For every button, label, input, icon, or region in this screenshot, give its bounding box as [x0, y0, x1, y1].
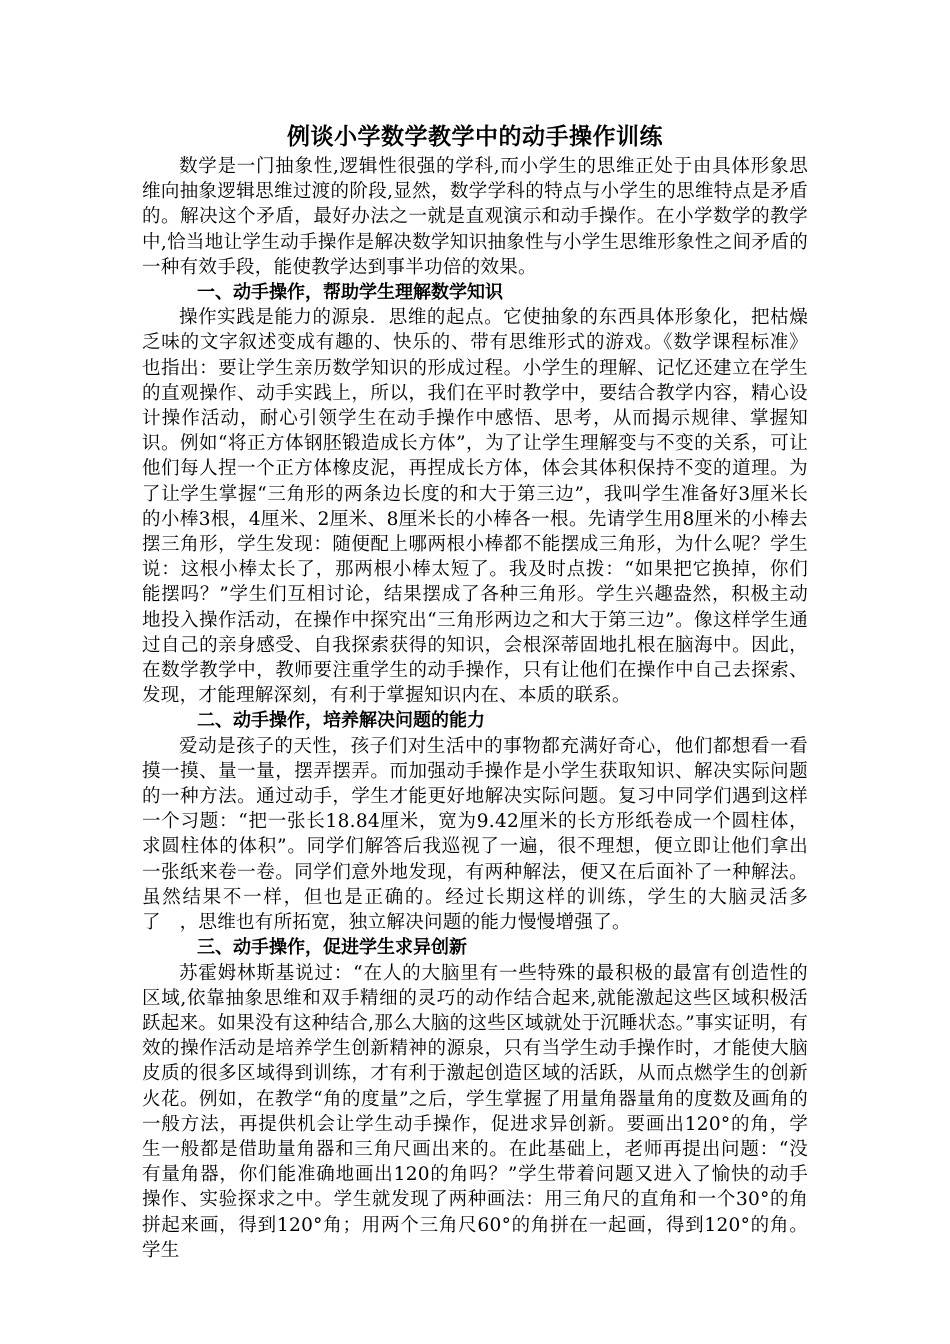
intro-paragraph: 数学是一门抽象性,逻辑性很强的学科,而小学生的思维正处于由具体形象思维向抽象逻辑思维过渡的阶段,显然，数学学科的特点与小学生的思维特点是矛盾的。解决这个矛盾，最好办法之一就是直观演示和动手操作。在小学数学的教学中,恰当地让学生动手操作是解决数学知识抽象性与小学生思维形象性之间矛盾的一种有效手段，能使教学达到事半功倍的效果。 — [142, 156, 808, 278]
section-1-heading: 一、动手操作，帮助学生理解数学知识 — [197, 282, 503, 304]
section-3-heading: 三、动手操作，促进学生求异创新 — [197, 937, 467, 959]
section-2-heading: 二、动手操作，培养解决问题的能力 — [197, 710, 485, 732]
document-page — [142, 118, 808, 1263]
section-2-paragraph: 爱动是孩子的天性，孩子们对生活中的事物都充满好奇心，他们都想看一看摸一摸、量一量，摆弄摆弄。而加强动手操作是小学生获取知识、解决实际问题的一种方法。通过动手，学生才能更好地解决实际问题。复习中同学们遇到这样一个习题：“把一张长18.84厘米，宽为9.42厘米的长方形纸卷成一个圆柱体，求圆柱体的体积”。同学们解答后我巡视了一遍，很不理想，便立即让他们拿出一张纸来卷一卷。同学们意外地发现，有两种解法，便又在后面补了一种解法。虽然结果不一样，但也是正确的。经过长期这样的训练，学生的大脑灵活多了 ，思维也有所拓宽，独立解决问题的能力慢慢增强了。 — [142, 735, 808, 934]
document-title: 例谈小学数学教学中的动手操作训练 — [287, 124, 663, 150]
section-3-paragraph: 苏霍姆林斯基说过：“在人的大脑里有一些特殊的最积极的最富有创造性的区域,依靠抽象思维和双手精细的灵巧的动作结合起来,就能激起这些区域积极活跃起来。如果没有这种结合,那么大脑的这些区域就处于沉睡状态。”事实证明，有效的操作活动是培养学生创新精神的源泉，只有当学生动手操作时，才能使大脑皮质的很多区域得到训练，才有利于激起创造区域的活跃，从而点燃学生的创新火花。例如，在教学“角的度量”之后，学生掌握了用量角器量角的度数及画角的一般方法，再提供机会让学生动手操作，促进求异创新。要画出120°的角，学生一般都是借助量角器和三角尺画出来的。在此基础上，老师再提出问题：“没有量角器，你们能准确地画出120的角吗？”学生带着问题又进入了愉快的动手操作、实验探求之中。学生就发现了两种画法：用三角尺的直角和一个30°的角拼起来画，得到120°角；用两个三角尺60°的角拼在一起画，得到120°的角。学生 — [142, 962, 808, 1261]
section-1-paragraph: 操作实践是能力的源泉．思维的起点。它使抽象的东西具体形象化，把枯燥乏味的文字叙述变成有趣的、快乐的、带有思维形式的游戏。《数学课程标准》也指出：要让学生亲历数学知识的形成过程。小学生的理解、记忆还建立在学生的直观操作、动手实践上，所以，我们在平时教学中，要结合教学内容，精心设计操作活动，耐心引领学生在动手操作中感悟、思考，从而揭示规律、掌握知识。例如“将正方体钢胚锻造成长方体”，为了让学生理解变与不变的关系，可让他们每人捏一个正方体橡皮泥，再捏成长方体，体会其体积保持不变的道理。为了让学生掌握“三角形的两条边长度的和大于第三边”，我叫学生准备好3厘米长的小棒3根，4厘米、2厘米、8厘米长的小棒各一根。先请学生用8厘米的小棒去摆三角形，学生发现：随便配上哪两根小棒都不能摆成三角形，为什么呢？学生说：这根小棒太长了，那两根小棒太短了。我及时点拨：“如果把它换掉，你们能摆吗？”学生们互相讨论，结果摆成了各种三角形。学生兴趣盎然，积极主动地投入操作活动，在操作中探究出“三角形两边之和大于第三边”。像这样学生通过自己的亲身感受、自我探索获得的知识，会根深蒂固地扎根在脑海中。因此，在数学教学中，教师要注重学生的动手操作，只有让他们在操作中自己去探索、发现，才能理解深刻，有利于掌握知识内在、本质的联系。 — [142, 307, 808, 707]
